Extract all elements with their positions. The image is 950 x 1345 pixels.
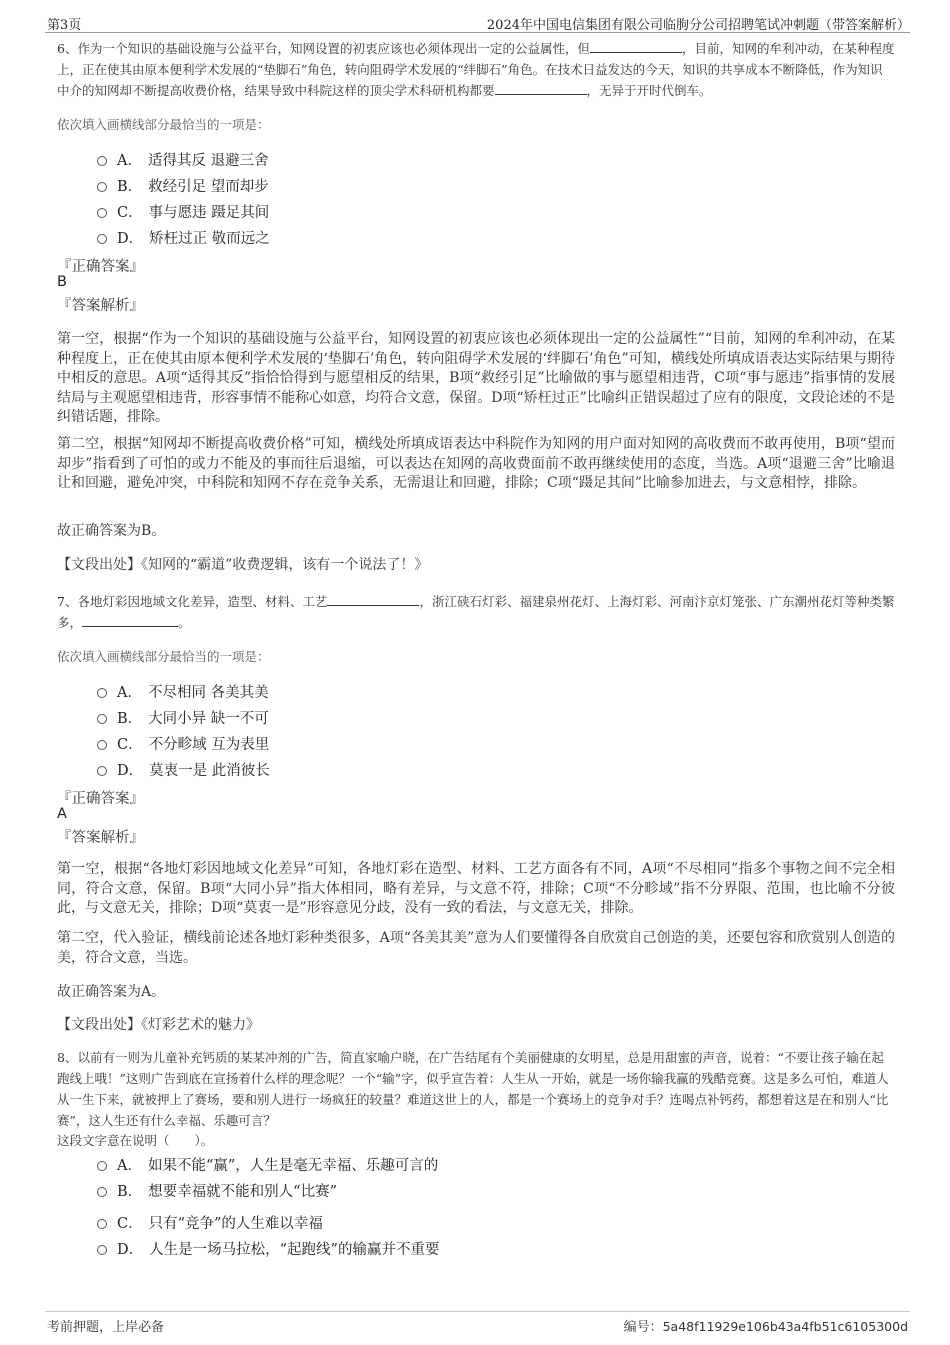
q7-option-b[interactable]: B． 大同小异 缺一不可 — [97, 707, 269, 728]
q6-source: 【文段出处】《知网的“霸道”收费逻辑，该有一个说法了！》 — [57, 557, 429, 573]
q7-analysis-paragraph-1: 第一空，根据“各地灯彩因地域文化差异”可知，各地灯彩在造型、材料、工艺方面各有不同，A项“不尽相同”指多个事物之间不完全相同，符合文意，保留。B项“大同小异”指大体相同，略有差异，与文意不符，排除；C项“不分畛域”指不分界限、范围，也比喻不分彼此，与文意无关，排除；D项“莫衷一是”形容意见分歧，没有一致的看法，与文意无关，排除。 — [57, 861, 895, 916]
question-8-text: 8、以前有一则为儿童补充钙质的某某冲剂的广告，简直家喻户晓，在广告结尾有个美丽健康的女明星，总是用甜蜜的声音，说着：“不要让孩子输在起跑线上哦！”这则广告到底在宣扬着什么样的理念呢？一个“输”字，似乎宣告着：人生从一开始，就是一场你输我赢的残酷竞赛。这是多么可怕，难道人从一生下来，就被押上了赛场，要和别人进行一场疯狂的较量？难道这世上的人，都是一个赛场上的竞争对手？连喝点补钙药，都想着这是在和别人“比赛”，这人生还有什么幸福、乐趣可言？ — [57, 1050, 889, 1128]
question-7-text: 7、各地灯彩因地域文化差异，造型、材料、工艺 ，浙江硖石灯彩、福建泉州花灯、上海灯彩、河南汴京灯笼张、广东潮州花灯等种类繁多， 。 — [57, 594, 895, 630]
q7-option-a[interactable]: A． 不尽相同 各美其美 — [97, 681, 269, 702]
q6-option-c[interactable]: C． 事与愿违 蹑足其间 — [97, 201, 269, 222]
q7-answer: A — [57, 806, 67, 822]
q8-option-a[interactable]: A． 如果不能“赢”，人生是毫无幸福、乐趣可言的 — [97, 1154, 438, 1175]
q7-option-d[interactable]: D． 莫衷一是 此消彼长 — [97, 759, 270, 780]
footer-divider — [45, 1311, 910, 1312]
radio-icon[interactable] — [97, 766, 107, 776]
footer-code: 编号：5a48f11929e106b43a4fb51c6105300d — [623, 1319, 908, 1335]
question-6-text: 6、作为一个知识的基础设施与公益平台，知网设置的初衷应该也必须体现出一定的公益属性，但 ，目前，知网的牟利冲动，在某种程度上，正在使其由原本便利学术发展的“垫脚石”角色，转向阻碍学术发展的“绊脚石”角色。在技术日益发达的今天，知识的共享成本不断降低，作为知识中介的知网却不断提高收费价格，结果导致中科院这样的顶尖学术科研机构都要 ，无异于开时代倒车。 — [57, 41, 895, 98]
q6-answer: B — [57, 274, 67, 290]
question-7-prompt: 依次填入画横线部分最恰当的一项是： — [57, 649, 270, 664]
q6-option-d[interactable]: D． 矫枉过正 敬而远之 — [97, 227, 270, 248]
q6-analysis-paragraph-2: 第二空，根据“知网却不断提高收费价格”可知，横线处所填成语表达中科院作为知网的用户面对知网的高收费而不敢再使用，B项“望而却步”指看到了可怕的或力不能及的事而往后退缩，可以表达在知网的高收费面前不敢再继续使用的态度，当选。A项“退避三舍”比喻退让和回避，避免冲突，中科院和知网不存在竞争关系，无需退让和回避，排除；C项“蹑足其间”比喻参加进去，与文意相悖，排除。 — [57, 436, 895, 491]
header-divider — [45, 32, 910, 33]
q7-option-c[interactable]: C． 不分畛域 互为表里 — [97, 733, 269, 754]
radio-icon[interactable] — [97, 208, 107, 218]
q8-option-d[interactable]: D． 人生是一场马拉松，“起跑线”的输赢并不重要 — [97, 1238, 439, 1259]
radio-icon[interactable] — [97, 182, 107, 192]
q7-correct-answer-label: 『正确答案』 — [57, 791, 144, 807]
question-6-prompt: 依次填入画横线部分最恰当的一项是： — [57, 117, 270, 132]
q6-analysis-paragraph-1: 第一空，根据“作为一个知识的基础设施与公益平台，知网设置的初衷应该也必须体现出一定的公益属性”“目前，知网的牟利冲动，在某种程度上，正在使其由原本便利学术发展的‘垫脚石’角色，转向阻碍学术发展的‘绊脚石’角色”可知，横线处所填成语表达实际结果与期待中相反的意思。A项“适得其反”指恰恰得到与愿望相反的结果，B项“救经引足”比喻做的事与愿望相违背，C项“事与愿违”指事情的发展结局与主观愿望相违背，形容事情不能称心如意，均符合文意，保留。D项“矫枉过正”比喻纠正错误超过了应有的限度，文段论述的不是纠错话题，排除。 — [57, 331, 895, 425]
radio-icon[interactable] — [97, 1187, 107, 1197]
q6-analysis-label: 『答案解析』 — [57, 298, 144, 314]
q7-source: 【文段出处】《灯彩艺术的魅力》 — [57, 1017, 260, 1033]
document-title: 2024年中国电信集团有限公司临朐分公司招聘笔试冲刺题（带答案解析） — [486, 18, 910, 33]
q7-conclusion: 故正确答案为A。 — [57, 984, 166, 1000]
page-header — [0, 0, 950, 34]
q8-option-c[interactable]: C． 只有“竞争”的人生难以幸福 — [97, 1212, 323, 1233]
page-number: 第3页 — [47, 18, 82, 33]
radio-icon[interactable] — [97, 714, 107, 724]
question-8-prompt: 这段文字意在说明（ ）。 — [57, 1133, 214, 1148]
q6-option-b[interactable]: B． 救经引足 望而却步 — [97, 175, 269, 196]
radio-icon[interactable] — [97, 688, 107, 698]
footer-slogan: 考前押题，上岸必备 — [47, 1320, 165, 1335]
q8-option-b[interactable]: B． 想要幸福就不能和别人“比赛” — [97, 1180, 337, 1201]
radio-icon[interactable] — [97, 740, 107, 750]
q6-correct-answer-label: 『正确答案』 — [57, 259, 144, 275]
radio-icon[interactable] — [97, 1245, 107, 1255]
q6-option-a[interactable]: A． 适得其反 退避三舍 — [97, 149, 269, 170]
q6-conclusion: 故正确答案为B。 — [57, 523, 166, 539]
radio-icon[interactable] — [97, 234, 107, 244]
q7-analysis-label: 『答案解析』 — [57, 830, 144, 846]
radio-icon[interactable] — [97, 156, 107, 166]
q7-analysis-paragraph-2: 第二空，代入验证，横线前论述各地灯彩种类很多，A项“各美其美”意为人们要懂得各自欣赏自己创造的美，还要包容和欣赏别人创造的美，符合文意，当选。 — [57, 930, 895, 966]
radio-icon[interactable] — [97, 1219, 107, 1229]
radio-icon[interactable] — [97, 1161, 107, 1171]
